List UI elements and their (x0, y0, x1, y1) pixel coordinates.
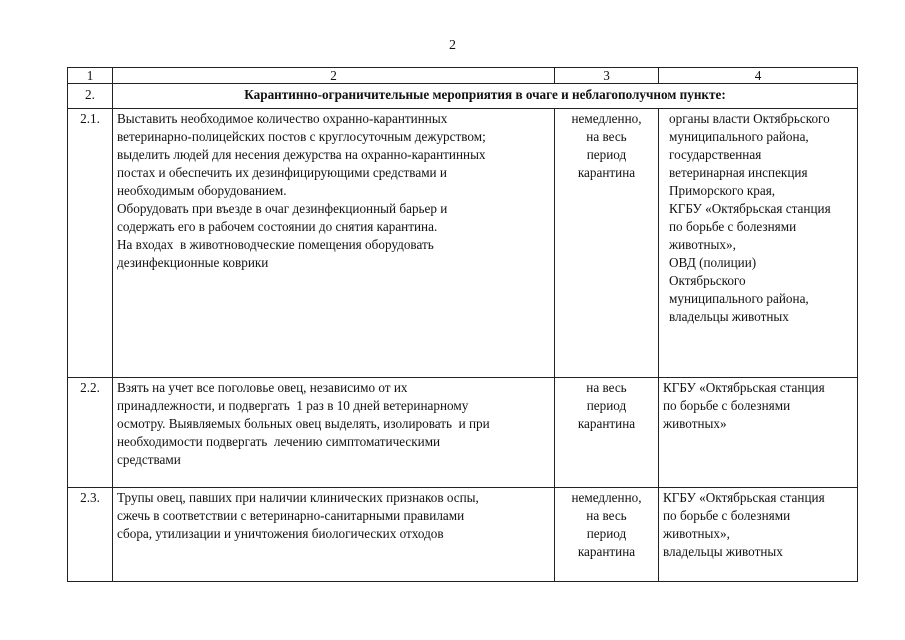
text-line: немедленно, (571, 490, 642, 505)
table-row (68, 378, 858, 488)
row-responsible (659, 378, 858, 488)
text-line: на весь (586, 508, 627, 523)
text-line: принадлежности, и подвергать 1 раз в 10 дней ветеринарному (117, 398, 469, 413)
text-line: период (586, 526, 627, 541)
text-line: владельцы животных (669, 309, 789, 324)
text-line: владельцы животных (663, 544, 783, 559)
text-line: органы власти Октябрьского (669, 111, 830, 126)
row-responsible (659, 109, 858, 378)
text-line: карантина (577, 416, 636, 431)
column-number: 4 (659, 68, 858, 84)
text-line: период (586, 147, 627, 162)
text-line: Трупы овец, павших при наличии клинических признаков оспы, (117, 490, 479, 505)
column-number: 2 (113, 68, 555, 84)
text-line: ветеринарная инспекция (669, 165, 808, 180)
section-number: 2. (68, 84, 113, 109)
row-term (555, 488, 659, 582)
text-line: муниципального района, (669, 129, 809, 144)
row-number: 2.1. (68, 109, 113, 378)
text-line: осмотру. Выявляемых больных овец выделять, изолировать и при (117, 416, 490, 431)
row-term (555, 109, 659, 378)
text-line: государственная (669, 147, 762, 162)
text-line: Выставить необходимое количество охранно-карантинных (117, 111, 448, 126)
measures-table (67, 67, 858, 582)
text-line: постах и обеспечить их дезинфицирующими средствами и (117, 165, 447, 180)
text-line: карантина (577, 165, 636, 180)
text-line: КГБУ «Октябрьская станция (663, 490, 825, 505)
text-line: муниципального района, (669, 291, 809, 306)
text-line: содержать его в рабочем состоянии до снятия карантина. (117, 219, 438, 234)
text-line: карантина (577, 544, 636, 559)
row-description (113, 378, 555, 488)
section-title: Карантинно-ограничительные мероприятия в очаге и неблагополучном пункте: (113, 84, 858, 109)
text-line: немедленно, (571, 111, 642, 126)
text-line: Взять на учет все поголовье овец, независимо от их (117, 380, 408, 395)
text-line: выделить людей для несения дежурства на охранно-карантинных (117, 147, 486, 162)
text-line: по борьбе с болезнями (663, 508, 791, 523)
text-line: необходимым оборудованием. (117, 183, 287, 198)
text-line: На входах в животноводческие помещения оборудовать (117, 237, 434, 252)
text-line: сбора, утилизации и уничтожения биологических отходов (117, 526, 444, 541)
text-line: по борьбе с болезнями (669, 219, 797, 234)
column-number: 1 (68, 68, 113, 84)
row-number: 2.3. (68, 488, 113, 582)
text-line: по борьбе с болезнями (663, 398, 791, 413)
row-responsible (659, 488, 858, 582)
column-number-row (68, 68, 858, 84)
row-term (555, 378, 659, 488)
text-line: животных» (663, 416, 727, 431)
text-line: КГБУ «Октябрьская станция (669, 201, 831, 216)
page-number: 2 (449, 38, 456, 53)
text-line: сжечь в соответствии с ветеринарно-санитарными правилами (117, 508, 465, 523)
table-row (68, 109, 858, 378)
row-description (113, 488, 555, 582)
text-line: Оборудовать при въезде в очаг дезинфекционный барьер и (117, 201, 448, 216)
text-line: животных», (669, 237, 736, 252)
text-line: Приморского края, (669, 183, 776, 198)
text-line: КГБУ «Октябрьская станция (663, 380, 825, 395)
text-line: период (586, 398, 627, 413)
row-number: 2.2. (68, 378, 113, 488)
text-line: животных», (663, 526, 730, 541)
row-description (113, 109, 555, 378)
table-row (68, 488, 858, 582)
text-line: на весь (586, 129, 627, 144)
text-line: необходимости подвергать лечению симптоматическими (117, 434, 441, 449)
section-row (68, 84, 858, 109)
text-line: на весь (586, 380, 627, 395)
text-line: ветеринарно-полицейских постов с круглосуточным дежурством; (117, 129, 486, 144)
text-line: дезинфекционные коврики (117, 255, 269, 270)
text-line: Октябрьского (669, 273, 746, 288)
text-line: ОВД (полиции) (669, 255, 757, 270)
text-line: средствами (117, 452, 181, 467)
column-number: 3 (555, 68, 659, 84)
